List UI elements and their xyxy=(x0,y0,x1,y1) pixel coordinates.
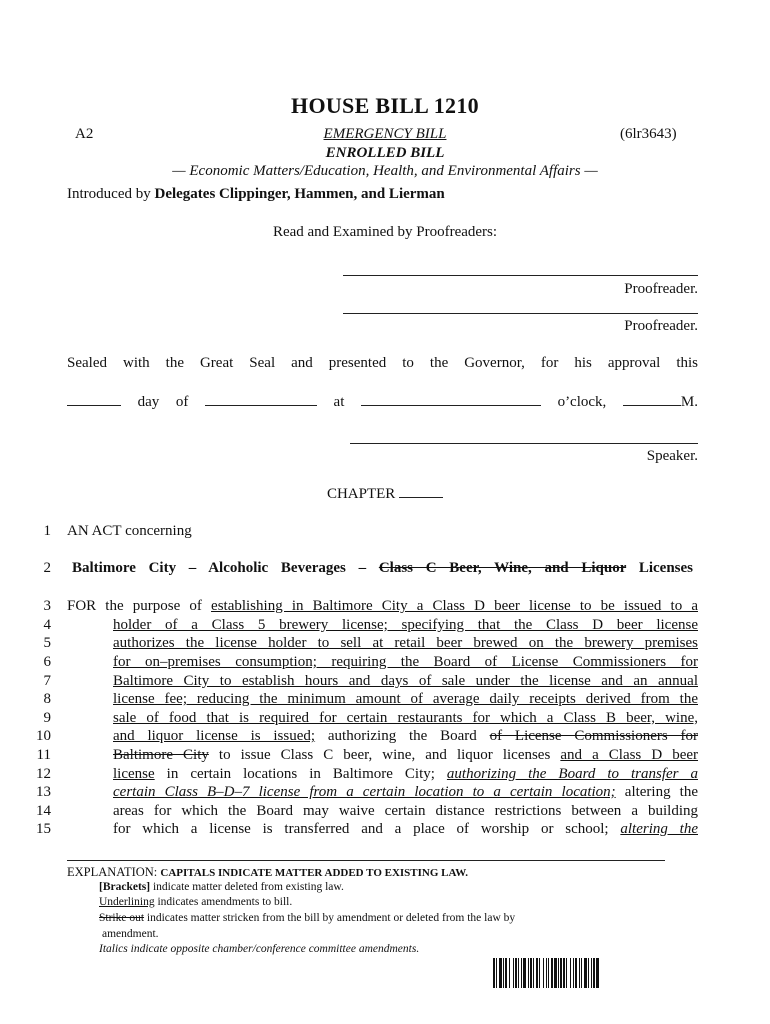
day-label: day xyxy=(137,394,160,410)
sealed-text: Sealed with the Great Seal and presented to the Governor, for his approval this xyxy=(67,355,698,371)
struck-text: Baltimore City xyxy=(113,747,209,763)
body-line xyxy=(113,821,698,838)
amendment-line: Baltimore City to establish hours and days of sale under the license and an annual xyxy=(113,673,698,689)
strike-desc: indicates matter stricken from the bill by amendment or deleted from the law by xyxy=(146,912,516,924)
purpose-prefix: FOR the purpose of xyxy=(67,598,202,614)
line-number: 13 xyxy=(36,784,51,800)
line-number: 15 xyxy=(36,821,51,837)
bill-code-right: (6lr3643) xyxy=(620,126,677,142)
meridiem-field xyxy=(623,393,698,411)
month-blank xyxy=(205,393,317,406)
body-text: authorizing the Board xyxy=(327,728,477,744)
amendment-line: sale of food that is required for certain restaurants for which a Class B beer, wine, xyxy=(113,710,698,726)
chapter-line xyxy=(0,485,770,503)
body-line xyxy=(113,766,698,783)
conference-amendment-text: certain Class B–D–7 license from a certain location to a certain location; xyxy=(113,784,616,800)
line-number: 6 xyxy=(43,654,51,670)
subject-struck-text: Class C Beer, Wine, and Liquor xyxy=(378,560,627,576)
purpose-line xyxy=(67,598,698,615)
proofreaders-heading: Read and Examined by Proofreaders: xyxy=(272,224,498,240)
bill-title: HOUSE BILL 1210 xyxy=(291,93,479,118)
explanation-italics: Italics indicate opposite chamber/conference committee amendments. xyxy=(99,943,420,955)
day-blank xyxy=(67,393,121,406)
time-blank xyxy=(361,393,541,406)
line-number: 12 xyxy=(36,766,51,782)
proofreader-label-2: Proofreader. xyxy=(624,318,698,334)
explanation-strike-cont: amendment. xyxy=(102,928,159,940)
oclock-label: o’clock, xyxy=(557,394,607,410)
amendment-line: authorizes the license holder to sell at retail beer brewed on the brewery premises xyxy=(113,635,698,651)
line-number: 4 xyxy=(43,617,51,633)
amendment-text: and liquor license is issued; xyxy=(113,728,316,744)
amendment-text: and a Class D beer xyxy=(560,747,699,763)
footer-rule xyxy=(67,860,665,861)
body-text: in certain locations in Baltimore City; xyxy=(166,766,435,782)
line-number: 8 xyxy=(43,691,51,707)
enrolled-bill-label: ENROLLED BILL xyxy=(325,145,445,161)
body-line xyxy=(113,728,698,745)
underlining-desc: indicates amendments to bill. xyxy=(157,896,293,908)
line-number: 2 xyxy=(43,560,51,576)
speaker-label: Speaker. xyxy=(646,448,698,464)
brackets-desc: indicate matter deleted from existing law. xyxy=(152,881,344,893)
amendment-line: for on–premises consumption; requiring the Board of License Commissioners for xyxy=(113,654,698,670)
emergency-bill-label: EMERGENCY BILL xyxy=(323,126,447,142)
introduced-prefix: Introduced by xyxy=(67,186,151,202)
sponsors: Delegates Clippinger, Hammen, and Lierman xyxy=(154,186,445,202)
amendment-text: establishing in Baltimore City a Class D beer license to be issued to a xyxy=(211,598,698,614)
body-text: altering the xyxy=(624,784,699,800)
bill-code-left: A2 xyxy=(75,126,94,142)
amendment-line: holder of a Class 5 brewery license; specifying that the Class D beer license xyxy=(113,617,698,633)
introduced-by xyxy=(67,186,445,203)
date-time-row xyxy=(67,393,698,411)
speaker-signature-line xyxy=(350,443,698,444)
line-number: 10 xyxy=(36,728,51,744)
bill-subject xyxy=(72,560,693,577)
chapter-label: CHAPTER xyxy=(326,486,396,502)
explanation-brackets xyxy=(99,881,344,893)
amendment-line: license fee; reducing the minimum amount of average daily receipts derived from the xyxy=(113,691,698,707)
conference-amendment-text: altering the xyxy=(620,821,698,837)
line-number: 9 xyxy=(43,710,51,726)
barcode-bar xyxy=(599,958,600,988)
subject-text-end: Licenses xyxy=(638,560,694,576)
struck-text: of License Commissioners for xyxy=(489,728,699,744)
meridiem-blank xyxy=(623,393,681,406)
proofreader-label-1: Proofreader. xyxy=(624,281,698,297)
conference-amendment-text: authorizing the Board to transfer a xyxy=(446,766,699,782)
amendment-text: license xyxy=(113,766,155,782)
explanation-heading xyxy=(67,865,468,880)
meridiem-label: M. xyxy=(680,394,698,410)
act-concerning: AN ACT concerning xyxy=(67,523,192,539)
underlining-word: Underlining xyxy=(99,896,155,908)
proofreader-signature-line-2 xyxy=(343,313,698,314)
body-line: areas for which the Board may waive certain distance restrictions between a building xyxy=(113,803,698,819)
body-text: for which a license is transferred and a place of worship or school; xyxy=(113,821,609,837)
body-line xyxy=(113,784,698,801)
body-text: to issue Class C beer, wine, and liquor licenses xyxy=(218,747,551,763)
of-label: of xyxy=(175,394,189,410)
barcode xyxy=(493,958,679,988)
body-line xyxy=(113,747,698,764)
at-label: at xyxy=(333,394,345,410)
committee-line: — Economic Matters/Education, Health, and Environmental Affairs — xyxy=(172,163,598,179)
line-number: 14 xyxy=(36,803,51,819)
strike-word: Strike out xyxy=(99,912,145,924)
proofreader-signature-line-1 xyxy=(343,275,698,276)
line-number: 7 xyxy=(43,673,51,689)
explanation-underlining xyxy=(99,896,292,908)
brackets-word: [Brackets] xyxy=(99,881,151,893)
subject-text: Baltimore City – Alcoholic Beverages – xyxy=(72,560,367,576)
line-number: 11 xyxy=(36,747,51,763)
chapter-blank xyxy=(399,485,443,498)
explanation-label: EXPLANATION: xyxy=(67,865,158,879)
line-number: 3 xyxy=(43,598,51,614)
line-number: 1 xyxy=(43,523,51,539)
explanation-caps: CAPITALS INDICATE MATTER ADDED TO EXISTING LAW. xyxy=(160,867,468,879)
line-number: 5 xyxy=(43,635,51,651)
explanation-strike xyxy=(99,912,515,924)
